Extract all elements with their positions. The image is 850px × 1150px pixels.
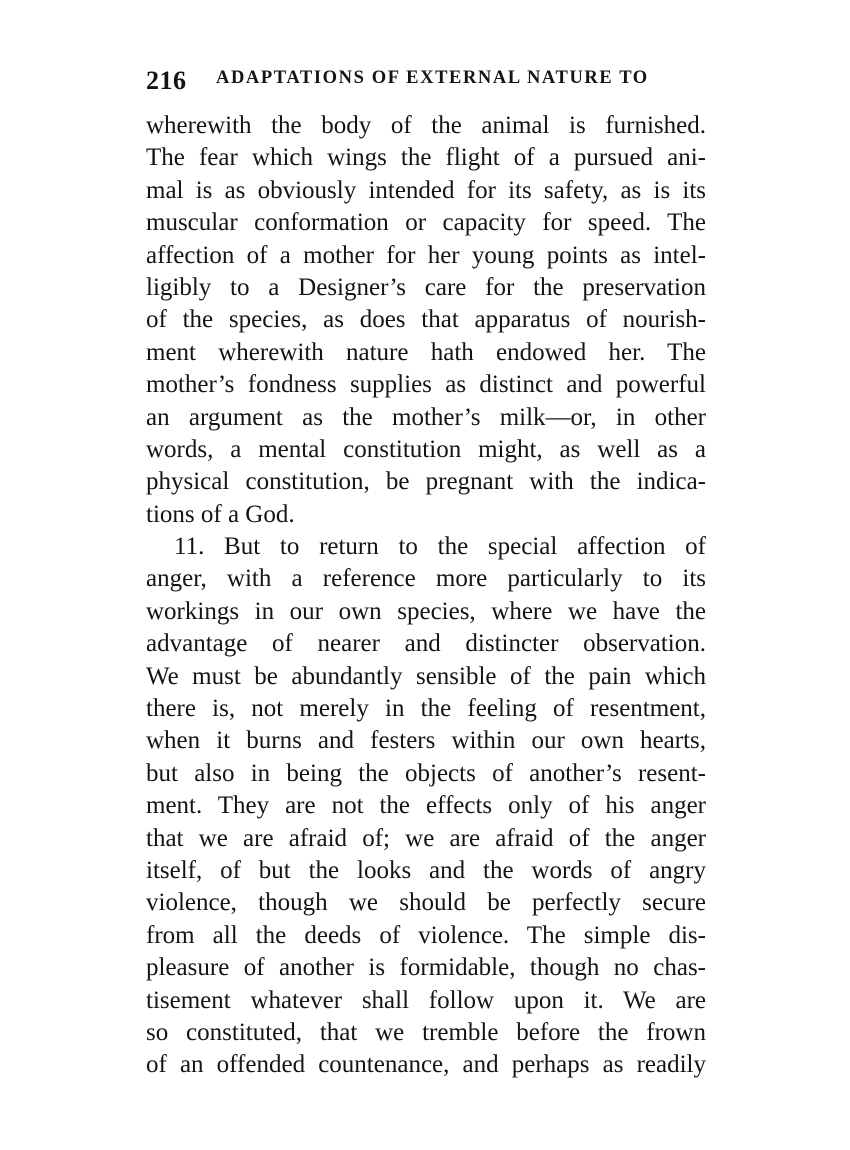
text-line: anger, with a reference more particularly to its: [146, 565, 706, 593]
text-line: mal is as obviously intended for its safety, as is its: [146, 176, 706, 204]
running-title: ADAPTATIONS OF EXTERNAL NATURE TO: [216, 68, 649, 88]
text-line: of the species, as does that apparatus of nourish-: [146, 306, 706, 334]
text-line: violence, though we should be perfectly secure: [146, 889, 706, 917]
page-number: 216: [146, 66, 187, 95]
text-line: physical constitution, be pregnant with the indica-: [146, 468, 706, 496]
text-line: from all the deeds of violence. The simple dis-: [146, 921, 706, 949]
paragraph-end-line: tions of a God.: [146, 500, 295, 528]
text-line: but also in being the objects of another’s resent-: [146, 759, 706, 787]
text-line: wherewith the body of the animal is furnished.: [146, 112, 706, 139]
running-head: [146, 62, 706, 96]
text-line: affection of a mother for her young points as intel-: [146, 241, 706, 269]
text-line: when it burns and festers within our own hearts,: [146, 727, 706, 755]
paragraph-start-line: 11. But to return to the special affection of: [174, 533, 706, 561]
text-line: so constituted, that we tremble before the frown: [146, 1018, 706, 1046]
text-line: workings in our own species, where we have the: [146, 597, 706, 625]
text-line: tisement whatever shall follow upon it. We are: [146, 986, 706, 1014]
text-line: muscular conformation or capacity for speed. The: [146, 209, 706, 237]
text-line: The fear which wings the flight of a pursued ani-: [146, 144, 706, 172]
text-line: mother’s fondness supplies as distinct and powerful: [146, 371, 706, 399]
text-line: ment wherewith nature hath endowed her. The: [146, 338, 706, 366]
text-line: pleasure of another is formidable, though no chas-: [146, 954, 706, 982]
text-line: advantage of nearer and distincter observation.: [146, 630, 706, 658]
text-line: ligibly to a Designer’s care for the preservation: [146, 273, 706, 301]
text-line: ment. They are not the effects only of his anger: [146, 792, 706, 820]
text-line: that we are afraid of; we are afraid of the anger: [146, 824, 706, 852]
text-line: words, a mental constitution might, as well as a: [146, 435, 706, 463]
text-line: an argument as the mother’s milk—or, in other: [146, 403, 706, 431]
text-line: there is, not merely in the feeling of resentment,: [146, 695, 706, 723]
body-text: [146, 110, 706, 1082]
text-line: of an offended countenance, and perhaps as readily: [146, 1051, 706, 1079]
text-line: itself, of but the looks and the words of angry: [146, 856, 706, 884]
text-line: We must be abundantly sensible of the pain which: [146, 662, 706, 690]
